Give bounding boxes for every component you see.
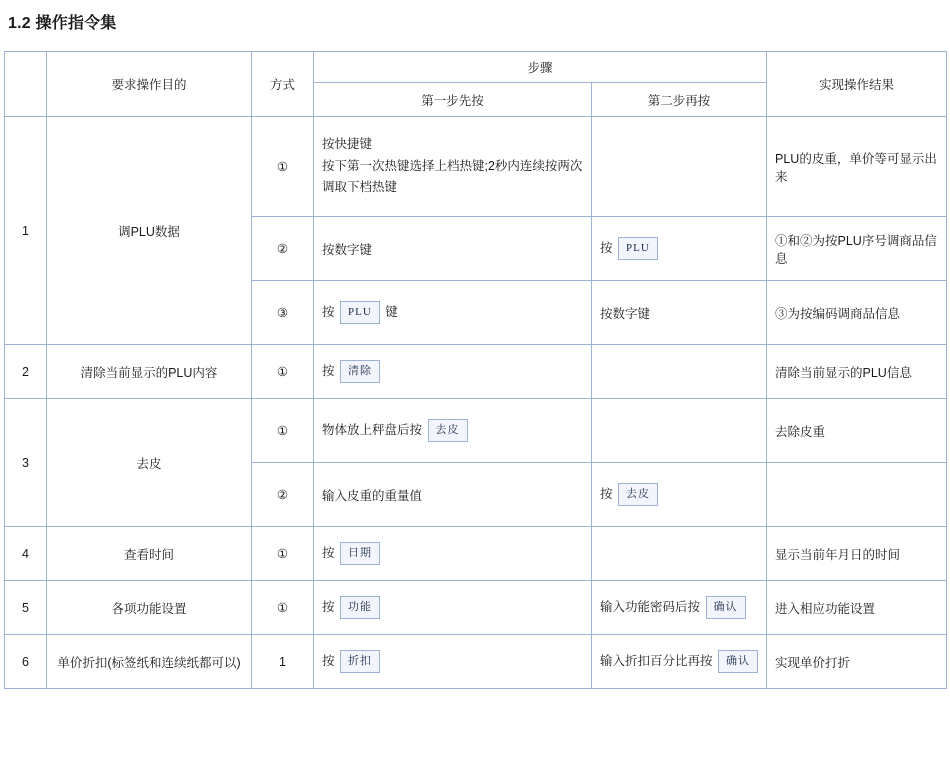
row-result: 进入相应功能设置 xyxy=(767,581,947,635)
row-purpose: 清除当前显示的PLU内容 xyxy=(47,345,252,399)
row-step2: 按数字键 xyxy=(592,281,767,345)
row-mode: ① xyxy=(252,399,314,463)
row-number: 3 xyxy=(5,399,47,527)
row-step1 xyxy=(314,345,592,399)
row-number: 2 xyxy=(5,345,47,399)
header-result: 实现操作结果 xyxy=(767,52,947,117)
row-step2 xyxy=(592,345,767,399)
step2-prefix: 按 xyxy=(600,240,613,255)
row-result: ①和②为按PLU序号调商品信息 xyxy=(767,217,947,281)
table-header-row-1 xyxy=(5,52,947,83)
document-page xyxy=(0,10,950,768)
date-key: 日期 xyxy=(340,542,380,565)
row-result: 显示当前年月日的时间 xyxy=(767,527,947,581)
row-result: PLU的皮重，单价等可显示出来 xyxy=(767,117,947,217)
row-step2 xyxy=(592,527,767,581)
table-row xyxy=(5,117,947,217)
row-step1 xyxy=(314,281,592,345)
table-body xyxy=(5,117,947,689)
header-purpose: 要求操作目的 xyxy=(47,52,252,117)
clear-key: 清除 xyxy=(340,360,380,383)
step1-text: 按数字键 xyxy=(322,242,373,257)
row-purpose: 调PLU数据 xyxy=(47,117,252,345)
row-number: 6 xyxy=(5,635,47,689)
row-result: 实现单价打折 xyxy=(767,635,947,689)
row-step1 xyxy=(314,581,592,635)
row-purpose: 查看时间 xyxy=(47,527,252,581)
row-purpose: 去皮 xyxy=(47,399,252,527)
row-mode: ② xyxy=(252,217,314,281)
tare-key: 去皮 xyxy=(428,419,468,442)
row-result: 去除皮重 xyxy=(767,399,947,463)
instruction-table xyxy=(4,51,947,689)
row-step1 xyxy=(314,399,592,463)
row-mode: ① xyxy=(252,527,314,581)
row-mode: ① xyxy=(252,117,314,217)
step1-prefix: 物体放上秤盘后按 xyxy=(322,422,423,437)
header-step2: 第二步再按 xyxy=(592,83,767,117)
table-row xyxy=(5,635,947,689)
header-mode: 方式 xyxy=(252,52,314,117)
step1-prefix: 按 xyxy=(322,599,335,614)
header-num xyxy=(5,52,47,117)
row-step2 xyxy=(592,463,767,527)
step1-prefix: 按 xyxy=(322,545,335,560)
plu-key: PLU xyxy=(618,237,658,260)
row-mode: 1 xyxy=(252,635,314,689)
table-row xyxy=(5,527,947,581)
step2-prefix: 按 xyxy=(600,486,613,501)
step1-line: 按下第一次热键选择上档热键;2秒内连续按两次 xyxy=(322,158,583,173)
step1-suffix: 键 xyxy=(385,304,398,319)
step1-line: 按快捷键 xyxy=(322,136,373,151)
step1-prefix: 按 xyxy=(322,304,335,319)
header-steps: 步骤 xyxy=(314,52,767,83)
confirm-key: 确认 xyxy=(718,650,758,673)
table-row xyxy=(5,581,947,635)
step1-prefix: 按 xyxy=(322,653,335,668)
row-step1 xyxy=(314,527,592,581)
row-result: 清除当前显示的PLU信息 xyxy=(767,345,947,399)
table-row xyxy=(5,345,947,399)
step2-prefix: 输入折扣百分比再按 xyxy=(600,653,713,668)
row-step2 xyxy=(592,217,767,281)
row-step1 xyxy=(314,117,592,217)
step1-prefix: 按 xyxy=(322,363,335,378)
row-number: 4 xyxy=(5,527,47,581)
row-step1: 输入皮重的重量值 xyxy=(314,463,592,527)
row-step1 xyxy=(314,217,592,281)
page-title: 1.2 操作指令集 xyxy=(8,15,117,32)
row-step2 xyxy=(592,635,767,689)
tare-key: 去皮 xyxy=(618,483,658,506)
plu-key: PLU xyxy=(340,301,380,324)
function-key: 功能 xyxy=(340,596,380,619)
row-mode: ② xyxy=(252,463,314,527)
row-purpose: 单价折扣(标签纸和连续纸都可以) xyxy=(47,635,252,689)
row-number: 5 xyxy=(5,581,47,635)
row-mode: ① xyxy=(252,581,314,635)
row-step2 xyxy=(592,399,767,463)
row-result: ③为按编码调商品信息 xyxy=(767,281,947,345)
row-result xyxy=(767,463,947,527)
table-header xyxy=(5,52,947,117)
table-row xyxy=(5,399,947,463)
row-purpose: 各项功能设置 xyxy=(47,581,252,635)
row-step2 xyxy=(592,581,767,635)
row-mode: ③ xyxy=(252,281,314,345)
row-number: 1 xyxy=(5,117,47,345)
header-step1: 第一步先按 xyxy=(314,83,592,117)
row-step1 xyxy=(314,635,592,689)
step2-prefix: 输入功能密码后按 xyxy=(600,599,701,614)
discount-key: 折扣 xyxy=(340,650,380,673)
confirm-key: 确认 xyxy=(706,596,746,619)
step1-line: 调取下档热键 xyxy=(322,180,398,195)
row-mode: ① xyxy=(252,345,314,399)
row-step2 xyxy=(592,117,767,217)
